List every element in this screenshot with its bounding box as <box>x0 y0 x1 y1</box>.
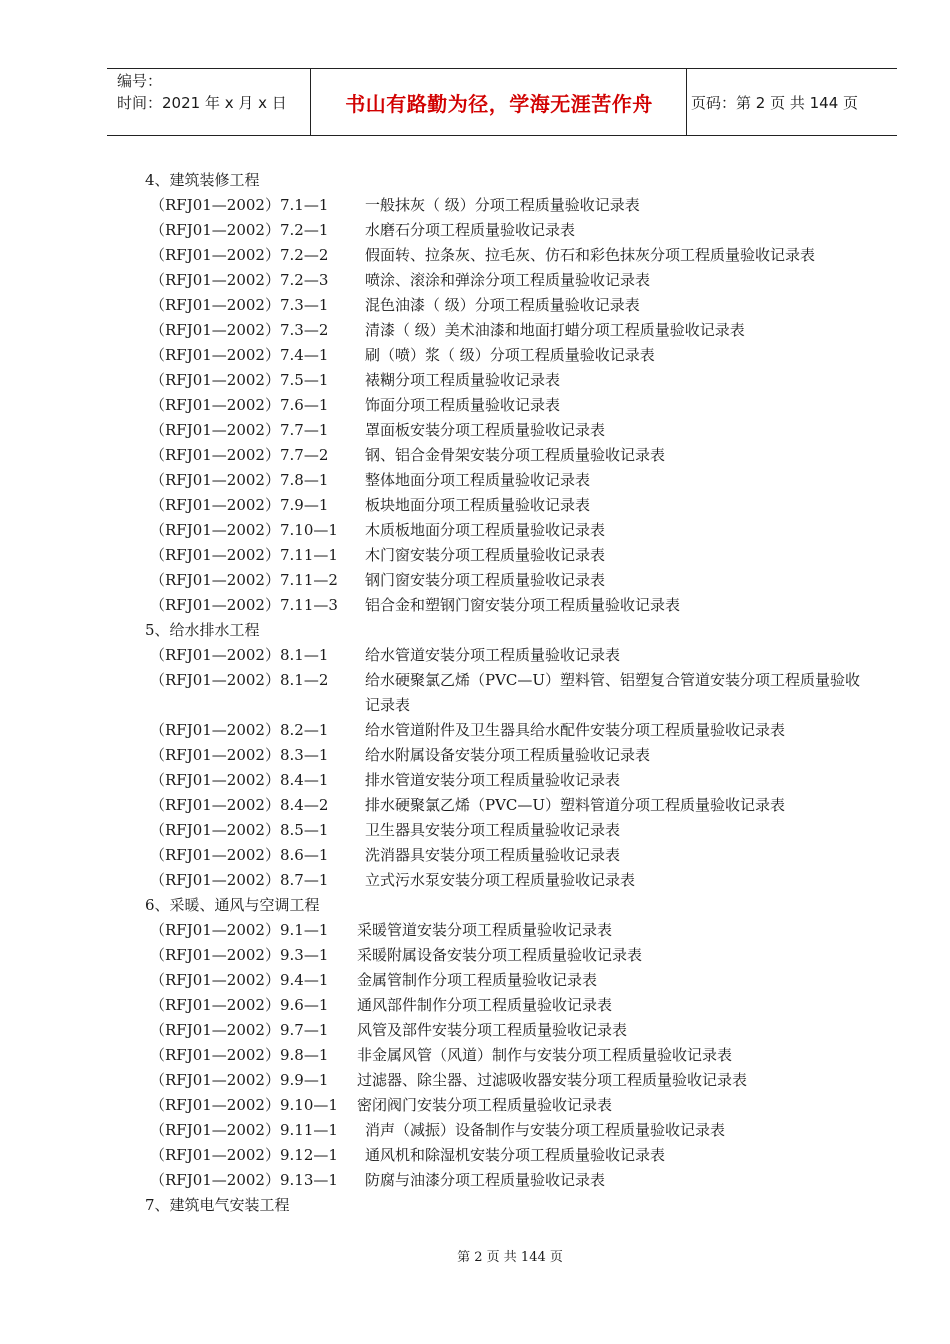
form-title: 板块地面分项工程质量验收记录表 <box>365 496 591 514</box>
form-title: 采暖附属设备安装分项工程质量验收记录表 <box>357 946 643 964</box>
list-item <box>145 1018 875 1043</box>
form-code: （RFJ01—2002）9.8—1 <box>150 1046 329 1064</box>
form-code: （RFJ01—2002）7.2—2 <box>150 246 329 264</box>
list-item <box>145 793 875 818</box>
section-title: 4、建筑装修工程 <box>145 171 260 189</box>
list-item <box>145 443 875 468</box>
form-title: 混色油漆（ 级）分项工程质量验收记录表 <box>365 296 640 314</box>
form-title: 非金属风管（风道）制作与安装分项工程质量验收记录表 <box>357 1046 733 1064</box>
form-code: （RFJ01—2002）7.8—1 <box>150 471 329 489</box>
form-code: （RFJ01—2002）9.7—1 <box>150 1021 329 1039</box>
form-title: 假面转、拉条灰、拉毛灰、仿石和彩色抹灰分项工程质量验收记录表 <box>365 246 816 264</box>
form-code: （RFJ01—2002）8.4—1 <box>150 771 329 789</box>
form-title: 铝合金和塑钢门窗安装分项工程质量验收记录表 <box>365 596 681 614</box>
document-number-label: 编号： <box>117 72 163 90</box>
document-time-label: 时间：2021 年 x 月 x 日 <box>117 94 287 112</box>
list-item <box>145 643 875 668</box>
form-code: （RFJ01—2002）8.2—1 <box>150 721 329 739</box>
form-title: 清漆（ 级）美术油漆和地面打蜡分项工程质量验收记录表 <box>365 321 745 339</box>
form-title: 刷（喷）浆（ 级）分项工程质量验收记录表 <box>365 346 655 364</box>
form-title: 给水管道安装分项工程质量验收记录表 <box>365 646 621 664</box>
list-item <box>145 393 875 418</box>
form-title: 一般抹灰（ 级）分项工程质量验收记录表 <box>365 196 640 214</box>
header-motto: 书山有路勤为径，学海无涯苦作舟 <box>345 91 653 116</box>
list-item <box>145 318 875 343</box>
form-code: （RFJ01—2002）7.7—1 <box>150 421 329 439</box>
list-item <box>145 768 875 793</box>
list-item <box>145 718 875 743</box>
page-footer: 第 2 页 共 144 页 <box>457 1250 563 1265</box>
form-code: （RFJ01—2002）7.3—2 <box>150 321 329 339</box>
form-code: （RFJ01—2002）8.6—1 <box>150 846 329 864</box>
list-item <box>145 543 875 568</box>
list-item <box>145 843 875 868</box>
list-item <box>145 1093 875 1118</box>
form-code: （RFJ01—2002）8.4—2 <box>150 796 329 814</box>
form-title: 钢、铝合金骨架安装分项工程质量验收记录表 <box>365 446 666 464</box>
form-code: （RFJ01—2002）9.1—1 <box>150 921 329 939</box>
section-title: 5、给水排水工程 <box>145 621 260 639</box>
form-title: 罩面板安装分项工程质量验收记录表 <box>365 421 606 439</box>
form-title: 喷涂、滚涂和弹涂分项工程质量验收记录表 <box>365 271 651 289</box>
list-item <box>145 993 875 1018</box>
list-item <box>145 368 875 393</box>
list-item <box>145 343 875 368</box>
list-item <box>145 493 875 518</box>
list-item <box>145 593 875 618</box>
list-item <box>145 218 875 243</box>
form-code: （RFJ01—2002）9.9—1 <box>150 1071 329 1089</box>
list-item <box>145 243 875 268</box>
form-title: 饰面分项工程质量验收记录表 <box>365 396 561 414</box>
list-item <box>145 468 875 493</box>
list-item <box>145 193 875 218</box>
form-title: 整体地面分项工程质量验收记录表 <box>365 471 591 489</box>
list-item <box>145 868 875 893</box>
form-code: （RFJ01—2002）9.3—1 <box>150 946 329 964</box>
form-code: （RFJ01—2002）8.5—1 <box>150 821 329 839</box>
form-title: 过滤器、除尘器、过滤吸收器安装分项工程质量验收记录表 <box>357 1071 748 1089</box>
form-code: （RFJ01—2002）7.6—1 <box>150 396 329 414</box>
form-code: （RFJ01—2002）8.1—2 <box>150 671 329 689</box>
form-title: 木门窗安装分项工程质量验收记录表 <box>365 546 606 564</box>
form-code: （RFJ01—2002）7.4—1 <box>150 346 329 364</box>
form-code: （RFJ01—2002）9.12—1 <box>150 1146 338 1164</box>
form-code: （RFJ01—2002）9.10—1 <box>150 1096 338 1114</box>
form-title: 水磨石分项工程质量验收记录表 <box>365 221 576 239</box>
form-code: （RFJ01—2002）7.2—3 <box>150 271 329 289</box>
form-title: 卫生器具安装分项工程质量验收记录表 <box>365 821 621 839</box>
form-code: （RFJ01—2002）7.1—1 <box>150 196 329 214</box>
form-code: （RFJ01—2002）8.1—1 <box>150 646 329 664</box>
form-code: （RFJ01—2002）9.6—1 <box>150 996 329 1014</box>
list-item <box>145 1143 875 1168</box>
list-item <box>145 518 875 543</box>
form-title: 立式污水泵安装分项工程质量验收记录表 <box>365 871 636 889</box>
list-item <box>145 1043 875 1068</box>
section-title: 6、采暖、通风与空调工程 <box>145 896 320 914</box>
form-code: （RFJ01—2002）8.3—1 <box>150 746 329 764</box>
form-title: 消声（减振）设备制作与安装分项工程质量验收记录表 <box>365 1121 726 1139</box>
form-code: （RFJ01—2002）7.5—1 <box>150 371 329 389</box>
list-item <box>145 968 875 993</box>
form-code: （RFJ01—2002）7.11—2 <box>150 571 338 589</box>
form-code: （RFJ01—2002）7.3—1 <box>150 296 329 314</box>
list-item <box>145 1068 875 1093</box>
form-title: 防腐与油漆分项工程质量验收记录表 <box>365 1171 606 1189</box>
form-title: 通风机和除湿机安装分项工程质量验收记录表 <box>365 1146 666 1164</box>
form-code: （RFJ01—2002）7.9—1 <box>150 496 329 514</box>
form-title: 密闭阀门安装分项工程质量验收记录表 <box>357 1096 613 1114</box>
form-title: 给水附属设备安装分项工程质量验收记录表 <box>365 746 651 764</box>
form-title: 给水管道附件及卫生器具给水配件安装分项工程质量验收记录表 <box>365 721 786 739</box>
form-code: （RFJ01—2002）9.4—1 <box>150 971 329 989</box>
form-code: （RFJ01—2002）7.11—3 <box>150 596 338 614</box>
list-item <box>145 743 875 768</box>
form-code: （RFJ01—2002）7.7—2 <box>150 446 329 464</box>
form-title: 排水管道安装分项工程质量验收记录表 <box>365 771 621 789</box>
list-item <box>145 918 875 943</box>
form-title: 洗消器具安装分项工程质量验收记录表 <box>365 846 621 864</box>
section-title: 7、建筑电气安装工程 <box>145 1196 290 1214</box>
form-code: （RFJ01—2002）7.2—1 <box>150 221 329 239</box>
form-title: 给水硬聚氯乙烯（PVC—U）塑料管、铝塑复合管道安装分项工程质量验收记录表 <box>365 671 861 714</box>
form-title: 排水硬聚氯乙烯（PVC—U）塑料管道分项工程质量验收记录表 <box>365 796 786 814</box>
form-title: 钢门窗安装分项工程质量验收记录表 <box>365 571 606 589</box>
form-code: （RFJ01—2002）9.11—1 <box>150 1121 338 1139</box>
form-title: 木质板地面分项工程质量验收记录表 <box>365 521 606 539</box>
header-page-number: 页码：第 2 页 共 144 页 <box>691 93 859 112</box>
list-item <box>145 818 875 843</box>
form-code: （RFJ01—2002）8.7—1 <box>150 871 329 889</box>
form-title: 通风部件制作分项工程质量验收记录表 <box>357 996 613 1014</box>
list-item <box>145 568 875 593</box>
list-item <box>145 1168 875 1193</box>
header-meta <box>117 70 287 114</box>
form-title: 裱糊分项工程质量验收记录表 <box>365 371 561 389</box>
form-code: （RFJ01—2002）7.11—1 <box>150 546 338 564</box>
list-item <box>145 943 875 968</box>
list-item <box>145 668 875 718</box>
form-code: （RFJ01—2002）9.13—1 <box>150 1171 338 1189</box>
form-title: 采暖管道安装分项工程质量验收记录表 <box>357 921 613 939</box>
form-code: （RFJ01—2002）7.10—1 <box>150 521 338 539</box>
form-index-list <box>145 168 875 1218</box>
list-item <box>145 268 875 293</box>
form-title: 金属管制作分项工程质量验收记录表 <box>357 971 598 989</box>
list-item <box>145 293 875 318</box>
form-title: 风管及部件安装分项工程质量验收记录表 <box>357 1021 628 1039</box>
list-item <box>145 1118 875 1143</box>
list-item <box>145 418 875 443</box>
page-header <box>107 68 897 136</box>
